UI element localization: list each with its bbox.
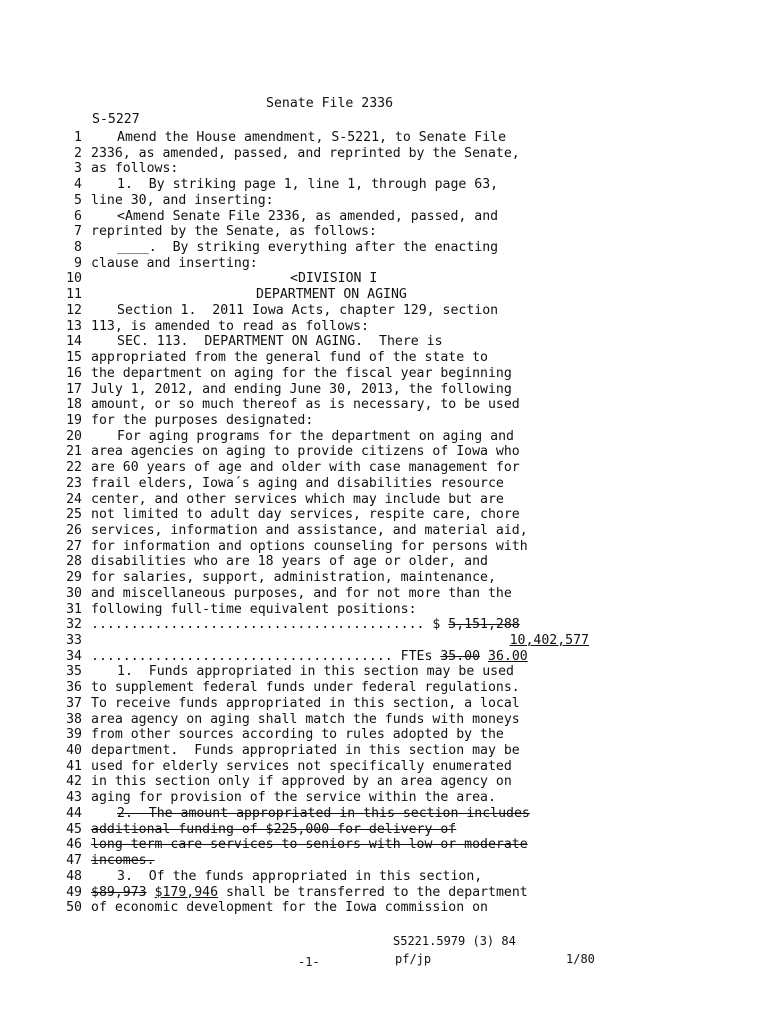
text-line xyxy=(60,146,620,162)
line-number: 4 xyxy=(74,177,82,193)
line-number: 46 xyxy=(66,837,82,853)
text-line xyxy=(60,224,620,240)
line-number: 33 xyxy=(66,633,82,648)
inserted-amount: 36.00 xyxy=(488,648,528,664)
text-line xyxy=(60,287,620,303)
line-number: 17 xyxy=(66,381,82,397)
text-line xyxy=(60,476,620,492)
line-text: not limited to adult day services, respite care, chore xyxy=(91,507,520,523)
line-number: 39 xyxy=(66,727,82,743)
line-number: 18 xyxy=(66,397,82,413)
text-line xyxy=(60,712,620,728)
text-line xyxy=(60,460,620,476)
text-line xyxy=(60,507,620,523)
line-number: 50 xyxy=(66,900,82,916)
text-line xyxy=(60,696,620,712)
line-text: area agency on aging shall match the funds with moneys xyxy=(91,711,520,727)
text-line xyxy=(60,539,620,555)
inserted-amount: $179,946 xyxy=(154,884,219,900)
line-text: for the purposes designated: xyxy=(91,412,314,428)
line-number: 6 xyxy=(74,208,82,224)
line-number: 36 xyxy=(66,680,82,696)
document-title: Senate File 2336 xyxy=(266,96,394,111)
amendment-body xyxy=(60,130,620,916)
line-text: 3. Of the funds appropriated in this section, xyxy=(117,868,483,884)
text-line xyxy=(60,319,620,335)
struck-amount: 35.00 xyxy=(440,648,481,664)
line-number: 27 xyxy=(66,538,82,554)
line-number: 43 xyxy=(66,790,82,806)
text-line xyxy=(60,649,620,665)
text-line xyxy=(60,240,620,256)
text-line xyxy=(60,617,620,633)
line-text: incomes. xyxy=(91,853,155,869)
text-line xyxy=(60,177,620,193)
line-number: 25 xyxy=(66,507,82,523)
text-line xyxy=(60,209,620,225)
line-text: department. Funds appropriated in this section may be xyxy=(91,743,520,759)
footer-initials: pf/jp xyxy=(395,952,432,966)
page-count: 1/80 xyxy=(566,952,595,966)
line-text: in this section only if approved by an area agency on xyxy=(91,774,512,790)
text-line xyxy=(60,759,620,775)
line-text: center, and other services which may include but are xyxy=(91,491,504,507)
text-line xyxy=(60,743,620,759)
line-number: 15 xyxy=(66,350,82,366)
line-text: DEPARTMENT ON AGING xyxy=(256,287,407,303)
line-text: frail elders, Iowa´s aging and disabilities resource xyxy=(91,475,504,491)
line-text: For aging programs for the department on aging and xyxy=(117,428,514,444)
line-number: 12 xyxy=(66,302,82,318)
line-number: 37 xyxy=(66,695,82,711)
text-line xyxy=(60,602,620,618)
struck-amount: $89,973 xyxy=(91,884,147,900)
line-number: 11 xyxy=(66,287,82,303)
text-line xyxy=(60,570,620,586)
line-text: additional funding of $225,000 for delivery of xyxy=(91,821,457,837)
inserted-amount: 10,402,577 xyxy=(509,633,589,648)
line-number: 3 xyxy=(74,161,82,177)
line-number: 44 xyxy=(66,805,82,821)
line-number: 23 xyxy=(66,475,82,491)
line-number: 29 xyxy=(66,570,82,586)
line-text: line 30, and inserting: xyxy=(91,192,274,208)
line-number: 7 xyxy=(74,224,82,240)
line-text: 1. Funds appropriated in this section may be used xyxy=(117,664,514,680)
page-number: -1- xyxy=(298,955,320,969)
text-line xyxy=(60,397,620,413)
text-line xyxy=(60,885,620,901)
line-text: 1. By striking page 1, line 1, through page 63, xyxy=(117,177,499,193)
text-line xyxy=(60,429,620,445)
line-number: 47 xyxy=(66,853,82,869)
line-text: are 60 years of age and older with case management for xyxy=(91,460,520,476)
line-text: following full-time equivalent positions: xyxy=(91,601,417,617)
line-text: $89,973 $179,946 shall be transferred to the department xyxy=(91,884,528,900)
line-text: long-term care services to seniors with low or moderate xyxy=(91,837,528,853)
line-number: 8 xyxy=(74,240,82,256)
line-number: 19 xyxy=(66,412,82,428)
line-text: aging for provision of the service within the area. xyxy=(91,790,496,806)
line-number: 20 xyxy=(66,428,82,444)
text-line xyxy=(60,382,620,398)
text-line xyxy=(60,413,620,429)
line-number: 45 xyxy=(66,821,82,837)
line-number: 38 xyxy=(66,711,82,727)
text-line xyxy=(60,256,620,272)
text-line xyxy=(60,822,620,838)
line-text: To receive funds appropriated in this section, a local xyxy=(91,695,520,711)
text-line xyxy=(60,334,620,350)
text-line xyxy=(60,774,620,790)
line-number: 16 xyxy=(66,365,82,381)
text-line xyxy=(60,586,620,602)
line-text: <DIVISION I xyxy=(290,271,378,287)
text-line xyxy=(60,130,620,146)
text-line xyxy=(60,806,620,822)
line-text: Amend the House amendment, S-5221, to Senate File xyxy=(117,130,507,145)
line-number: 21 xyxy=(66,444,82,460)
text-line xyxy=(60,444,620,460)
text-line xyxy=(60,869,620,885)
line-text: reprinted by the Senate, as follows: xyxy=(91,224,377,240)
text-line xyxy=(60,492,620,508)
footer-code: S5221.5979 (3) 84 xyxy=(393,934,516,948)
line-number: 22 xyxy=(66,460,82,476)
amendment-id: S-5227 xyxy=(92,112,140,127)
line-text: as follows: xyxy=(91,161,179,177)
line-text: disabilities who are 18 years of age or older, and xyxy=(91,554,488,570)
text-line xyxy=(60,727,620,743)
text-line xyxy=(60,366,620,382)
line-text: <Amend Senate File 2336, as amended, passed, and xyxy=(117,208,499,224)
line-text: clause and inserting: xyxy=(91,255,258,271)
text-line xyxy=(60,554,620,570)
line-text: Section 1. 2011 Iowa Acts, chapter 129, section xyxy=(117,302,499,318)
line-text: ____. By striking everything after the enacting xyxy=(117,240,499,256)
line-text: 2336, as amended, passed, and reprinted by the Senate, xyxy=(91,145,520,161)
text-line xyxy=(60,350,620,366)
line-text: for salaries, support, administration, maintenance, xyxy=(91,570,496,586)
line-number: 31 xyxy=(66,601,82,617)
line-number: 10 xyxy=(66,271,82,287)
line-text: .......................................... $ 5,151,288 xyxy=(91,617,520,633)
text-line xyxy=(60,680,620,696)
line-number: 24 xyxy=(66,491,82,507)
line-text: and miscellaneous purposes, and for not more than the xyxy=(91,585,512,601)
line-text: the department on aging for the fiscal year beginning xyxy=(91,365,512,381)
line-text: to supplement federal funds under federal regulations. xyxy=(91,680,520,696)
line-number: 30 xyxy=(66,585,82,601)
text-line xyxy=(60,303,620,319)
line-number: 42 xyxy=(66,774,82,790)
line-text: appropriated from the general fund of the state to xyxy=(91,350,488,366)
line-number: 13 xyxy=(66,318,82,334)
line-text: July 1, 2012, and ending June 30, 2013, the following xyxy=(91,381,512,397)
line-number: 34 xyxy=(66,648,82,664)
line-number: 9 xyxy=(74,255,82,271)
text-line xyxy=(60,633,620,649)
text-line xyxy=(60,271,620,287)
text-line xyxy=(60,790,620,806)
text-line xyxy=(60,664,620,680)
struck-amount: 5,151,288 xyxy=(448,617,520,633)
line-number: 28 xyxy=(66,554,82,570)
line-number: 49 xyxy=(66,884,82,900)
text-line xyxy=(60,853,620,869)
text-line xyxy=(60,161,620,177)
line-text: of economic development for the Iowa commission on xyxy=(91,900,488,916)
line-number: 2 xyxy=(74,145,82,161)
text-line xyxy=(60,837,620,853)
line-text: for information and options counseling for persons with xyxy=(91,538,528,554)
line-number: 40 xyxy=(66,743,82,759)
line-number: 41 xyxy=(66,758,82,774)
text-line xyxy=(60,193,620,209)
text-line xyxy=(60,523,620,539)
line-text: 113, is amended to read as follows: xyxy=(91,318,369,334)
text-line xyxy=(60,900,620,916)
line-number: 32 xyxy=(66,617,82,633)
line-text: used for elderly services not specifically enumerated xyxy=(91,758,512,774)
line-text: ...................................... FTEs 35.00 36.00 xyxy=(91,648,528,664)
line-text: 2. The amount appropriated in this section includes xyxy=(117,805,530,821)
line-number: 1 xyxy=(74,130,82,145)
line-text: amount, or so much thereof as is necessary, to be used xyxy=(91,397,520,413)
line-text: services, information and assistance, and material aid, xyxy=(91,522,528,538)
line-text: from other sources according to rules adopted by the xyxy=(91,727,504,743)
line-number: 14 xyxy=(66,334,82,350)
line-number: 35 xyxy=(66,664,82,680)
line-number: 26 xyxy=(66,522,82,538)
line-number: 5 xyxy=(74,192,82,208)
line-number: 48 xyxy=(66,868,82,884)
line-text: SEC. 113. DEPARTMENT ON AGING. There is xyxy=(117,334,443,350)
line-text: area agencies on aging to provide citizens of Iowa who xyxy=(91,444,520,460)
